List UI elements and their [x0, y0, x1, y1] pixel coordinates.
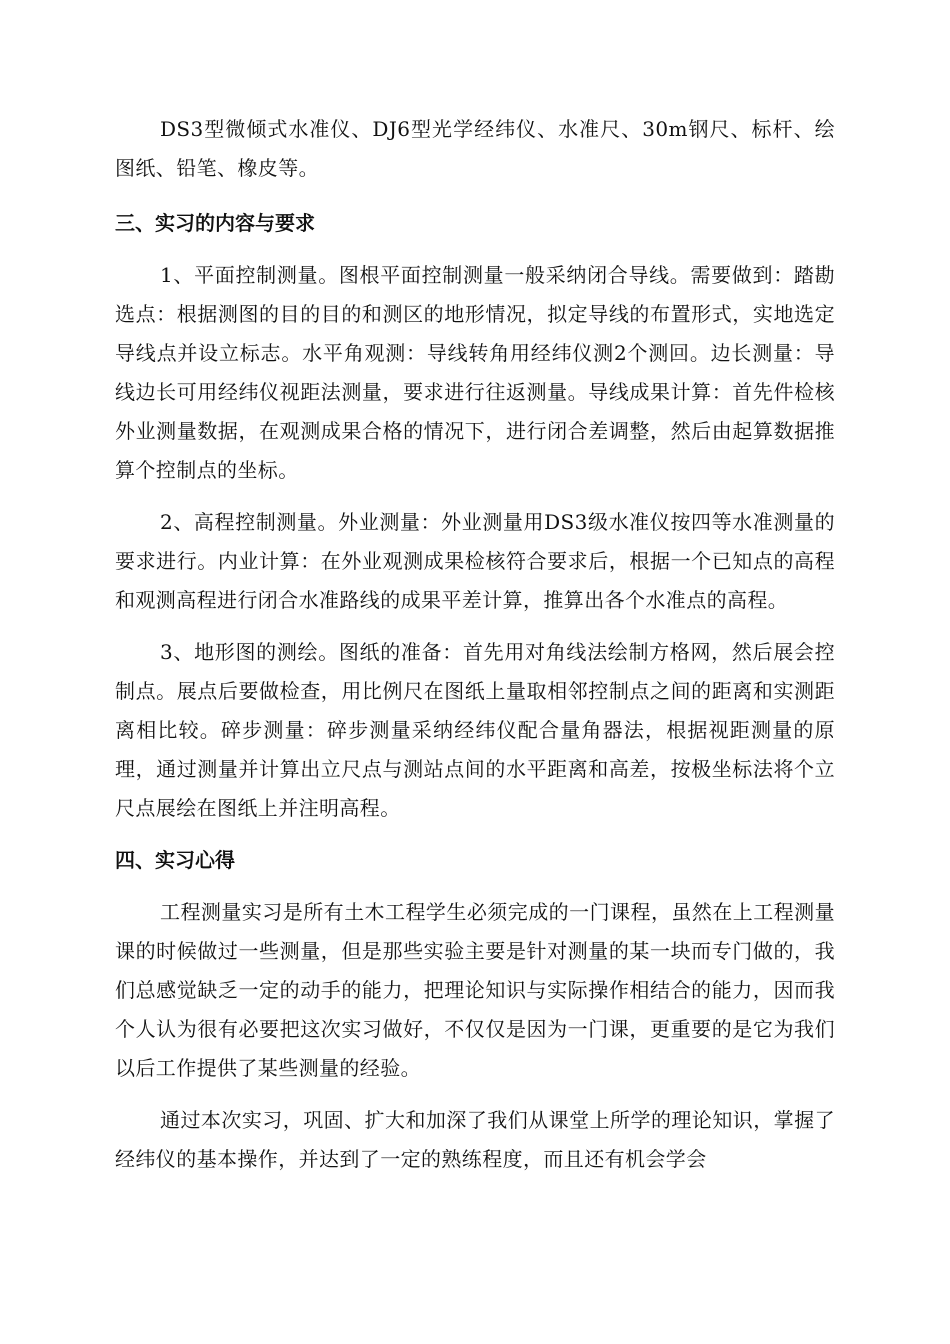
paragraph-topographic-mapping: 3、地形图的测绘。图纸的准备：首先用对角线法绘制方格网，然后展会控制点。展点后要做检查，用比例尺在图纸上量取相邻控制点之间的距离和实测距离相比较。碎步测量：碎步测量采纳经纬仪配合量角器法，根据视距测量的原理，通过测量并计算出立尺点与测站点间的水平距离和高差，按极坐标法将个立尺点展绘在图纸上并注明高程。: [115, 640, 835, 820]
paragraph-experience-2: 通过本次实习，巩固、扩大和加深了我们从课堂上所学的理论知识，掌握了经纬仪的基本操作，并达到了一定的熟练程度，而且还有机会学会: [115, 1108, 835, 1171]
section-heading-content-requirements: 三、实习的内容与要求: [115, 211, 315, 235]
equipment-paragraph: DS3型微倾式水准仪、DJ6型光学经纬仪、水准尺、30m钢尺、标杆、绘图纸、铅笔、橡皮等。: [115, 117, 835, 180]
section-heading-experience: 四、实习心得: [115, 848, 235, 872]
paragraph-experience-1: 工程测量实习是所有土木工程学生必须完成的一门课程，虽然在上工程测量课的时候做过一些测量，但是那些实验主要是针对测量的某一块而专门做的，我们总感觉缺乏一定的动手的能力，把理论知识与实际操作相结合的能力，因而我个人认为很有必要把这次实习做好，不仅仅是因为一门课，更重要的是它为我们以后工作提供了某些测量的经验。: [115, 900, 835, 1080]
paragraph-plane-control: 1、平面控制测量。图根平面控制测量一般采纳闭合导线。需要做到：踏勘选点：根据测图的目的目的和测区的地形情况，拟定导线的布置形式，实地选定导线点并设立标志。水平角观测：导线转角用经纬仪测2个测回。边长测量：导线边长可用经纬仪视距法测量，要求进行往返测量。导线成果计算：首先件检核外业测量数据，在观测成果合格的情况下，进行闭合差调整，然后由起算数据推算个控制点的坐标。: [115, 263, 835, 482]
document-page: [115, 110, 835, 1179]
paragraph-elevation-control: 2、高程控制测量。外业测量：外业测量用DS3级水准仪按四等水准测量的要求进行。内业计算：在外业观测成果检核符合要求后，根据一个已知点的高程和观测高程进行闭合水准路线的成果平差计算，推算出各个水准点的高程。: [115, 510, 835, 612]
